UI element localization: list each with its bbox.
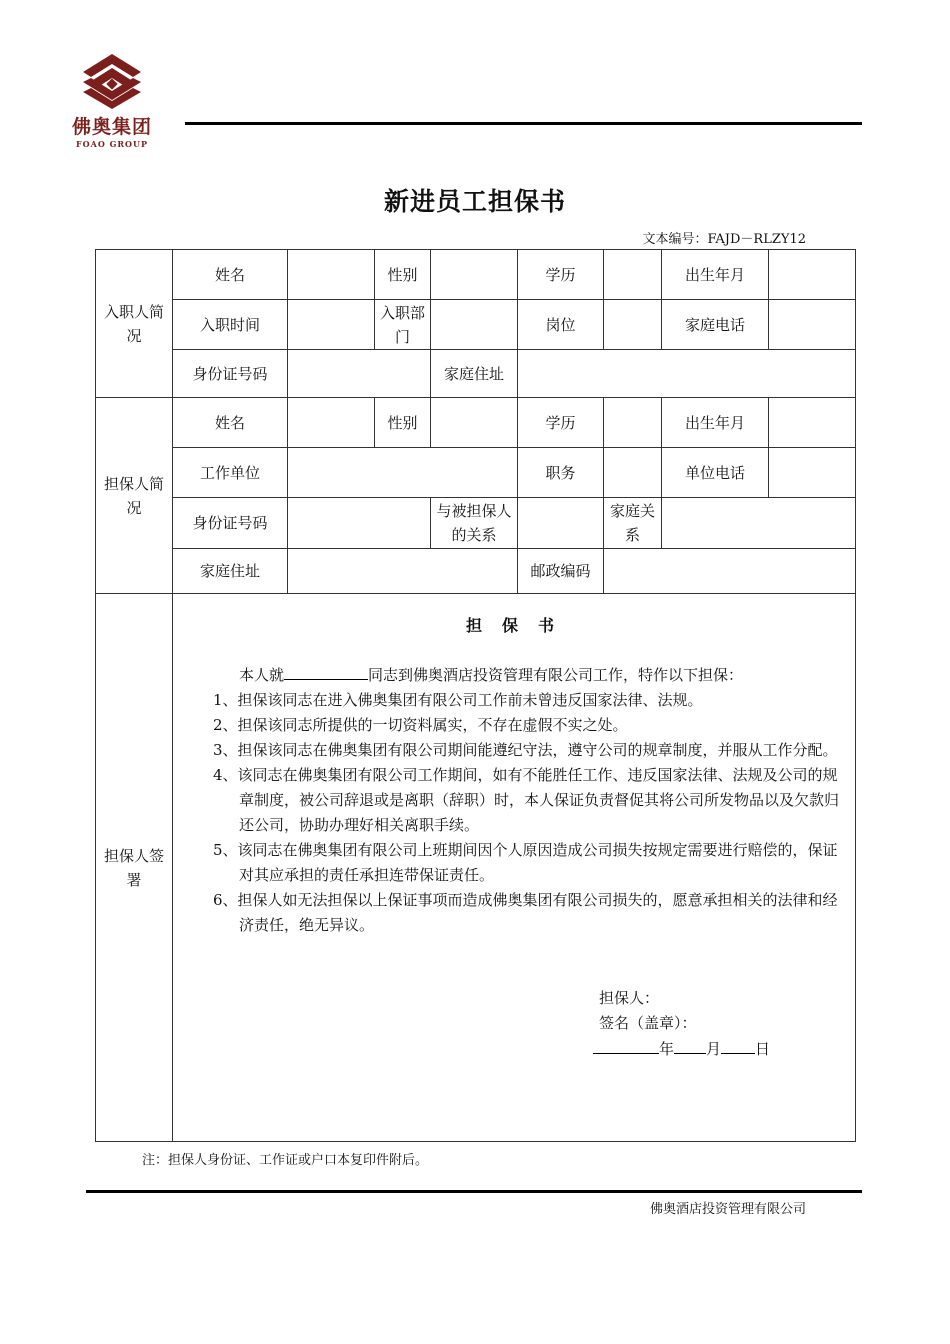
day-blank[interactable] bbox=[721, 1036, 755, 1054]
guarantor-name-field[interactable] bbox=[288, 398, 375, 448]
newcomer-birth-field[interactable] bbox=[769, 250, 856, 300]
date-line bbox=[593, 1036, 847, 1062]
guarantor-postcode-label: 邮政编码 bbox=[518, 549, 604, 594]
newcomer-name-label: 姓名 bbox=[173, 250, 288, 300]
guarantor-relation-label: 与被担保人的关系 bbox=[431, 498, 518, 549]
newcomer-address-field[interactable] bbox=[518, 350, 856, 398]
guarantor-id-label: 身份证号码 bbox=[173, 498, 288, 549]
guarantor-label: 担保人： bbox=[599, 989, 660, 1007]
guarantor-family-relation-field[interactable] bbox=[662, 498, 856, 549]
signature-label: 签名（盖章）： bbox=[599, 1014, 697, 1032]
newcomer-section-label: 入职人简况 bbox=[96, 250, 173, 398]
year-blank[interactable] bbox=[593, 1036, 659, 1054]
document-number: 文本编号：FAJD－RLZY12 bbox=[642, 232, 806, 247]
guarantor-work-phone-field[interactable] bbox=[769, 448, 856, 498]
letter-item-1: 1、担保该同志在进入佛奥集团有限公司工作前未曾违反国家法律、法规。 bbox=[213, 691, 703, 709]
year-label: 年 bbox=[659, 1040, 675, 1058]
guarantee-letter bbox=[173, 594, 856, 1142]
newcomer-department-label: 入职部门 bbox=[375, 300, 431, 350]
newcomer-position-label: 岗位 bbox=[518, 300, 604, 350]
newcomer-gender-label: 性别 bbox=[375, 250, 431, 300]
letter-intro-before: 本人就 bbox=[239, 666, 285, 684]
guarantor-duty-field[interactable] bbox=[604, 448, 662, 498]
company-logo bbox=[62, 52, 162, 149]
guarantor-gender-label: 性别 bbox=[375, 398, 431, 448]
guarantor-gender-field[interactable] bbox=[431, 398, 518, 448]
signature-block bbox=[599, 986, 847, 1062]
newcomer-entry-time-label: 入职时间 bbox=[173, 300, 288, 350]
newcomer-entry-time-field[interactable] bbox=[288, 300, 375, 350]
guarantor-address-label: 家庭住址 bbox=[173, 549, 288, 594]
footer-rule bbox=[86, 1190, 862, 1193]
letter-item-6: 6、担保人如无法担保以上保证事项而造成佛奥集团有限公司损失的，愿意承担相关的法律和经济责任，绝无异议。 bbox=[213, 891, 838, 934]
guarantor-relation-field[interactable] bbox=[518, 498, 604, 549]
letter-item-2: 2、担保该同志所提供的一切资料属实，不存在虚假不实之处。 bbox=[213, 716, 628, 734]
newcomer-position-field[interactable] bbox=[604, 300, 662, 350]
newcomer-home-phone-label: 家庭电话 bbox=[662, 300, 769, 350]
guarantor-employer-field[interactable] bbox=[288, 448, 518, 498]
letter-item-5: 5、该同志在佛奥集团有限公司上班期间因个人原因造成公司损失按规定需要进行赔偿的，保证对其应承担的责任承担连带保证责任。 bbox=[213, 841, 838, 884]
attachment-note: 注：担保人身份证、工作证或户口本复印件附后。 bbox=[142, 1153, 429, 1168]
letter-title: 担保书 bbox=[465, 616, 574, 635]
header-rule bbox=[185, 122, 862, 125]
guarantor-education-field[interactable] bbox=[604, 398, 662, 448]
newcomer-id-label: 身份证号码 bbox=[173, 350, 288, 398]
guarantor-work-phone-label: 单位电话 bbox=[662, 448, 769, 498]
month-label: 月 bbox=[706, 1040, 722, 1058]
guarantor-duty-label: 职务 bbox=[518, 448, 604, 498]
letter-intro bbox=[213, 662, 847, 688]
newcomer-home-phone-field[interactable] bbox=[769, 300, 856, 350]
letter-item-4: 4、该同志在佛奥集团有限公司工作期间，如有不能胜任工作、违反国家法律、法规及公司的规章制度，被公司辞退或是离职（辞职）时，本人保证负责督促其将公司所发物品以及欠款归还公司，协助办理好相关离职手续。 bbox=[213, 766, 840, 834]
guarantor-postcode-field[interactable] bbox=[604, 549, 856, 594]
logo-emblem-icon bbox=[81, 52, 143, 110]
employee-name-blank[interactable] bbox=[284, 662, 368, 680]
newcomer-gender-field[interactable] bbox=[431, 250, 518, 300]
guarantor-birth-label: 出生年月 bbox=[662, 398, 769, 448]
guarantor-employer-label: 工作单位 bbox=[173, 448, 288, 498]
guarantor-id-field[interactable] bbox=[288, 498, 431, 549]
sign-section-label: 担保人签署 bbox=[96, 594, 173, 1142]
company-footer: 佛奥酒店投资管理有限公司 bbox=[649, 1202, 806, 1217]
guarantor-family-relation-label: 家庭关系 bbox=[604, 498, 662, 549]
guarantor-birth-field[interactable] bbox=[769, 398, 856, 448]
newcomer-id-field[interactable] bbox=[288, 350, 431, 398]
newcomer-name-field[interactable] bbox=[288, 250, 375, 300]
guarantor-name-label: 姓名 bbox=[173, 398, 288, 448]
logo-brand-en: FOAO GROUP bbox=[75, 139, 149, 149]
document-title: 新进员工担保书 bbox=[383, 187, 566, 216]
guarantor-address-field[interactable] bbox=[288, 549, 518, 594]
newcomer-department-field[interactable] bbox=[431, 300, 518, 350]
guarantor-section-label: 担保人简况 bbox=[96, 398, 173, 594]
guarantor-education-label: 学历 bbox=[518, 398, 604, 448]
letter-item-3: 3、担保该同志在佛奥集团有限公司期间能遵纪守法，遵守公司的规章制度，并服从工作分配。 bbox=[213, 741, 838, 759]
letter-intro-after: 同志到佛奥酒店投资管理有限公司工作，特作以下担保： bbox=[368, 666, 744, 684]
newcomer-education-field[interactable] bbox=[604, 250, 662, 300]
logo-brand-cn: 佛奥集团 bbox=[71, 116, 152, 138]
month-blank[interactable] bbox=[674, 1036, 706, 1054]
guarantee-form-table bbox=[95, 249, 856, 1142]
day-label: 日 bbox=[755, 1040, 771, 1058]
newcomer-address-label: 家庭住址 bbox=[431, 350, 518, 398]
newcomer-birth-label: 出生年月 bbox=[662, 250, 769, 300]
newcomer-education-label: 学历 bbox=[518, 250, 604, 300]
